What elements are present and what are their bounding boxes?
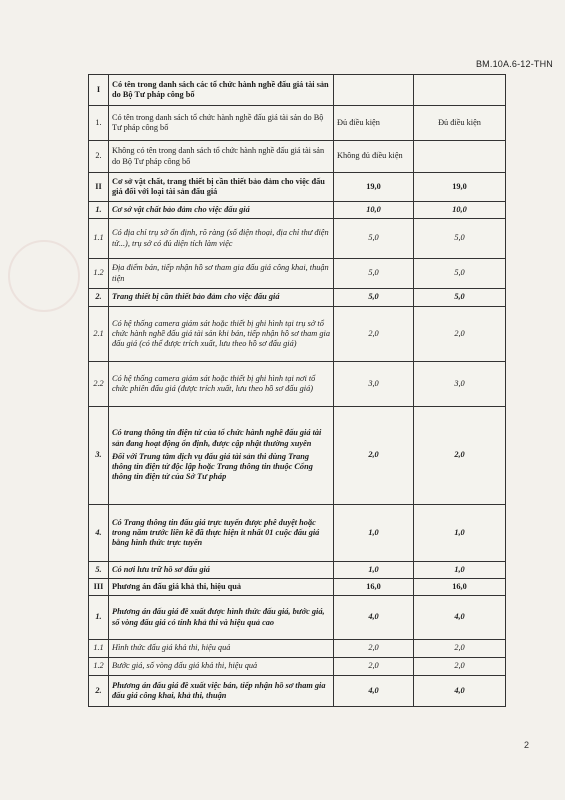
row-number: 4.: [89, 505, 109, 562]
criterion-text: Có địa chỉ trụ sở ổn định, rõ ràng (số điện thoại, địa chỉ thư điện tử...), trụ sở có đủ diện tích làm việc: [109, 219, 334, 259]
criterion-text: Có hệ thống camera giám sát hoặc thiết bị ghi hình tại nơi tổ chức phiên đấu giá (được trích xuất, lưu theo hồ sơ đấu giá): [109, 362, 334, 407]
max-score: 2,0: [334, 307, 414, 362]
awarded-score: 5,0: [414, 219, 506, 259]
max-score: 3,0: [334, 362, 414, 407]
table-row: [89, 676, 506, 707]
row-number: 1.: [89, 596, 109, 640]
awarded-score: 19,0: [414, 173, 506, 202]
table-row: [89, 579, 506, 596]
criterion-text: Phương án đấu giá đề xuất việc bán, tiếp nhận hồ sơ tham gia đấu giá công khai, khả thi, thuận: [109, 676, 334, 707]
awarded-score: 4,0: [414, 676, 506, 707]
row-number: 1.: [89, 202, 109, 219]
row-number: 1.: [89, 106, 109, 141]
awarded-score: 5,0: [414, 289, 506, 307]
awarded-score: 1,0: [414, 505, 506, 562]
criterion-text: Phương án đấu giá khả thi, hiệu quả: [109, 579, 334, 596]
row-number: 1.1: [89, 640, 109, 658]
criterion-text: Bước giá, số vòng đấu giá khả thi, hiệu quả: [109, 658, 334, 676]
max-score: 5,0: [334, 289, 414, 307]
row-number: 5.: [89, 562, 109, 579]
max-score: 10,0: [334, 202, 414, 219]
row-number: 2.: [89, 676, 109, 707]
criterion-text: Trang thiết bị cần thiết bảo đảm cho việc đấu giá: [109, 289, 334, 307]
max-score: Đủ điều kiện: [334, 106, 414, 141]
max-score: 4,0: [334, 596, 414, 640]
row-number: 3.: [89, 407, 109, 505]
criterion-text: Có hệ thống camera giám sát hoặc thiết bị ghi hình tại trụ sở tổ chức hành nghề đấu giá tài sản khi bán, tiếp nhận hồ sơ tham gia đấu giá (có thể được trích xuất, lưu theo hồ sơ đấu giá): [109, 307, 334, 362]
awarded-score: 5,0: [414, 259, 506, 289]
table-row: [89, 596, 506, 640]
awarded-score: 4,0: [414, 596, 506, 640]
table-row: [89, 307, 506, 362]
awarded-score: 2,0: [414, 658, 506, 676]
criterion-text: Không có tên trong danh sách tổ chức hành nghề đấu giá tài sản do Bộ Tư pháp công bố: [109, 141, 334, 173]
row-number: 1.2: [89, 259, 109, 289]
max-score: Không đủ điều kiện: [334, 141, 414, 173]
table-row: [89, 202, 506, 219]
table-row: [89, 75, 506, 106]
awarded-score: Đủ điều kiện: [414, 106, 506, 141]
criterion-text: Có nơi lưu trữ hồ sơ đấu giá: [109, 562, 334, 579]
table-row: [89, 658, 506, 676]
awarded-score: 16,0: [414, 579, 506, 596]
table-row: [89, 407, 506, 505]
max-score: 4,0: [334, 676, 414, 707]
criterion-text: Địa điểm bán, tiếp nhận hồ sơ tham gia đấu giá công khai, thuận tiện: [109, 259, 334, 289]
table-row: [89, 219, 506, 259]
max-score: 5,0: [334, 219, 414, 259]
row-number: 2.: [89, 141, 109, 173]
max-score: 2,0: [334, 658, 414, 676]
max-score: 1,0: [334, 562, 414, 579]
criterion-text: Cơ sở vật chất bảo đảm cho việc đấu giá: [109, 202, 334, 219]
row-number: II: [89, 173, 109, 202]
row-number: III: [89, 579, 109, 596]
max-score: 2,0: [334, 407, 414, 505]
awarded-score: [414, 141, 506, 173]
table-row: [89, 362, 506, 407]
max-score: [334, 75, 414, 106]
max-score: 5,0: [334, 259, 414, 289]
table-row: [89, 505, 506, 562]
table-row: [89, 640, 506, 658]
awarded-score: 3,0: [414, 362, 506, 407]
criterion-text: Có tên trong danh sách các tổ chức hành nghề đấu giá tài sản do Bộ Tư pháp công bố: [109, 75, 334, 106]
table-row: [89, 259, 506, 289]
awarded-score: 1,0: [414, 562, 506, 579]
row-number: 1.2: [89, 658, 109, 676]
awarded-score: 2,0: [414, 407, 506, 505]
table-row: [89, 289, 506, 307]
awarded-score: [414, 75, 506, 106]
document-code: BM.10A.6-12-THN: [475, 59, 553, 69]
criterion-text: Có tên trong danh sách tổ chức hành nghề đấu giá tài sản do Bộ Tư pháp công bố: [109, 106, 334, 141]
criterion-text: Phương án đấu giá đề xuất được hình thức đấu giá, bước giá, số vòng đấu giá có tính khả thi và hiệu quả cao: [109, 596, 334, 640]
evaluation-criteria-table: [88, 74, 506, 707]
faded-stamp-mark: [8, 240, 80, 312]
table-row: [89, 106, 506, 141]
criterion-text: Có Trang thông tin đấu giá trực tuyến được phê duyệt hoặc trong năm trước liền kề đã thực hiện ít nhất 01 cuộc đấu giá bằng hình thức trực tuyến: [109, 505, 334, 562]
max-score: 16,0: [334, 579, 414, 596]
criterion-cell: [109, 407, 334, 505]
max-score: 19,0: [334, 173, 414, 202]
table-row: [89, 173, 506, 202]
table-row: [89, 141, 506, 173]
max-score: 2,0: [334, 640, 414, 658]
row-number: I: [89, 75, 109, 106]
row-number: 1.1: [89, 219, 109, 259]
max-score: 1,0: [334, 505, 414, 562]
table-row: [89, 562, 506, 579]
criterion-text: Cơ sở vật chất, trang thiết bị cần thiết bảo đảm cho việc đấu giá đối với loại tài sản đấu giá: [109, 173, 334, 202]
criterion-text: Có trang thông tin điện tử của tổ chức hành nghề đấu giá tài sản đang hoạt động ổn định, được cập nhật thường xuyên: [112, 428, 322, 448]
awarded-score: 10,0: [414, 202, 506, 219]
row-number: 2.: [89, 289, 109, 307]
row-number: 2.1: [89, 307, 109, 362]
page-number: 2: [523, 740, 529, 750]
awarded-score: 2,0: [414, 307, 506, 362]
row-number: 2.2: [89, 362, 109, 407]
criterion-text: Hình thức đấu giá khả thi, hiệu quả: [109, 640, 334, 658]
criterion-note: Đối với Trung tâm dịch vụ đấu giá tài sản thì dùng Trang thông tin điện tử độc lập hoặc Trang thông tin thuộc Cổng thông tin điện tử của Sở Tư pháp: [112, 451, 313, 482]
awarded-score: 2,0: [414, 640, 506, 658]
